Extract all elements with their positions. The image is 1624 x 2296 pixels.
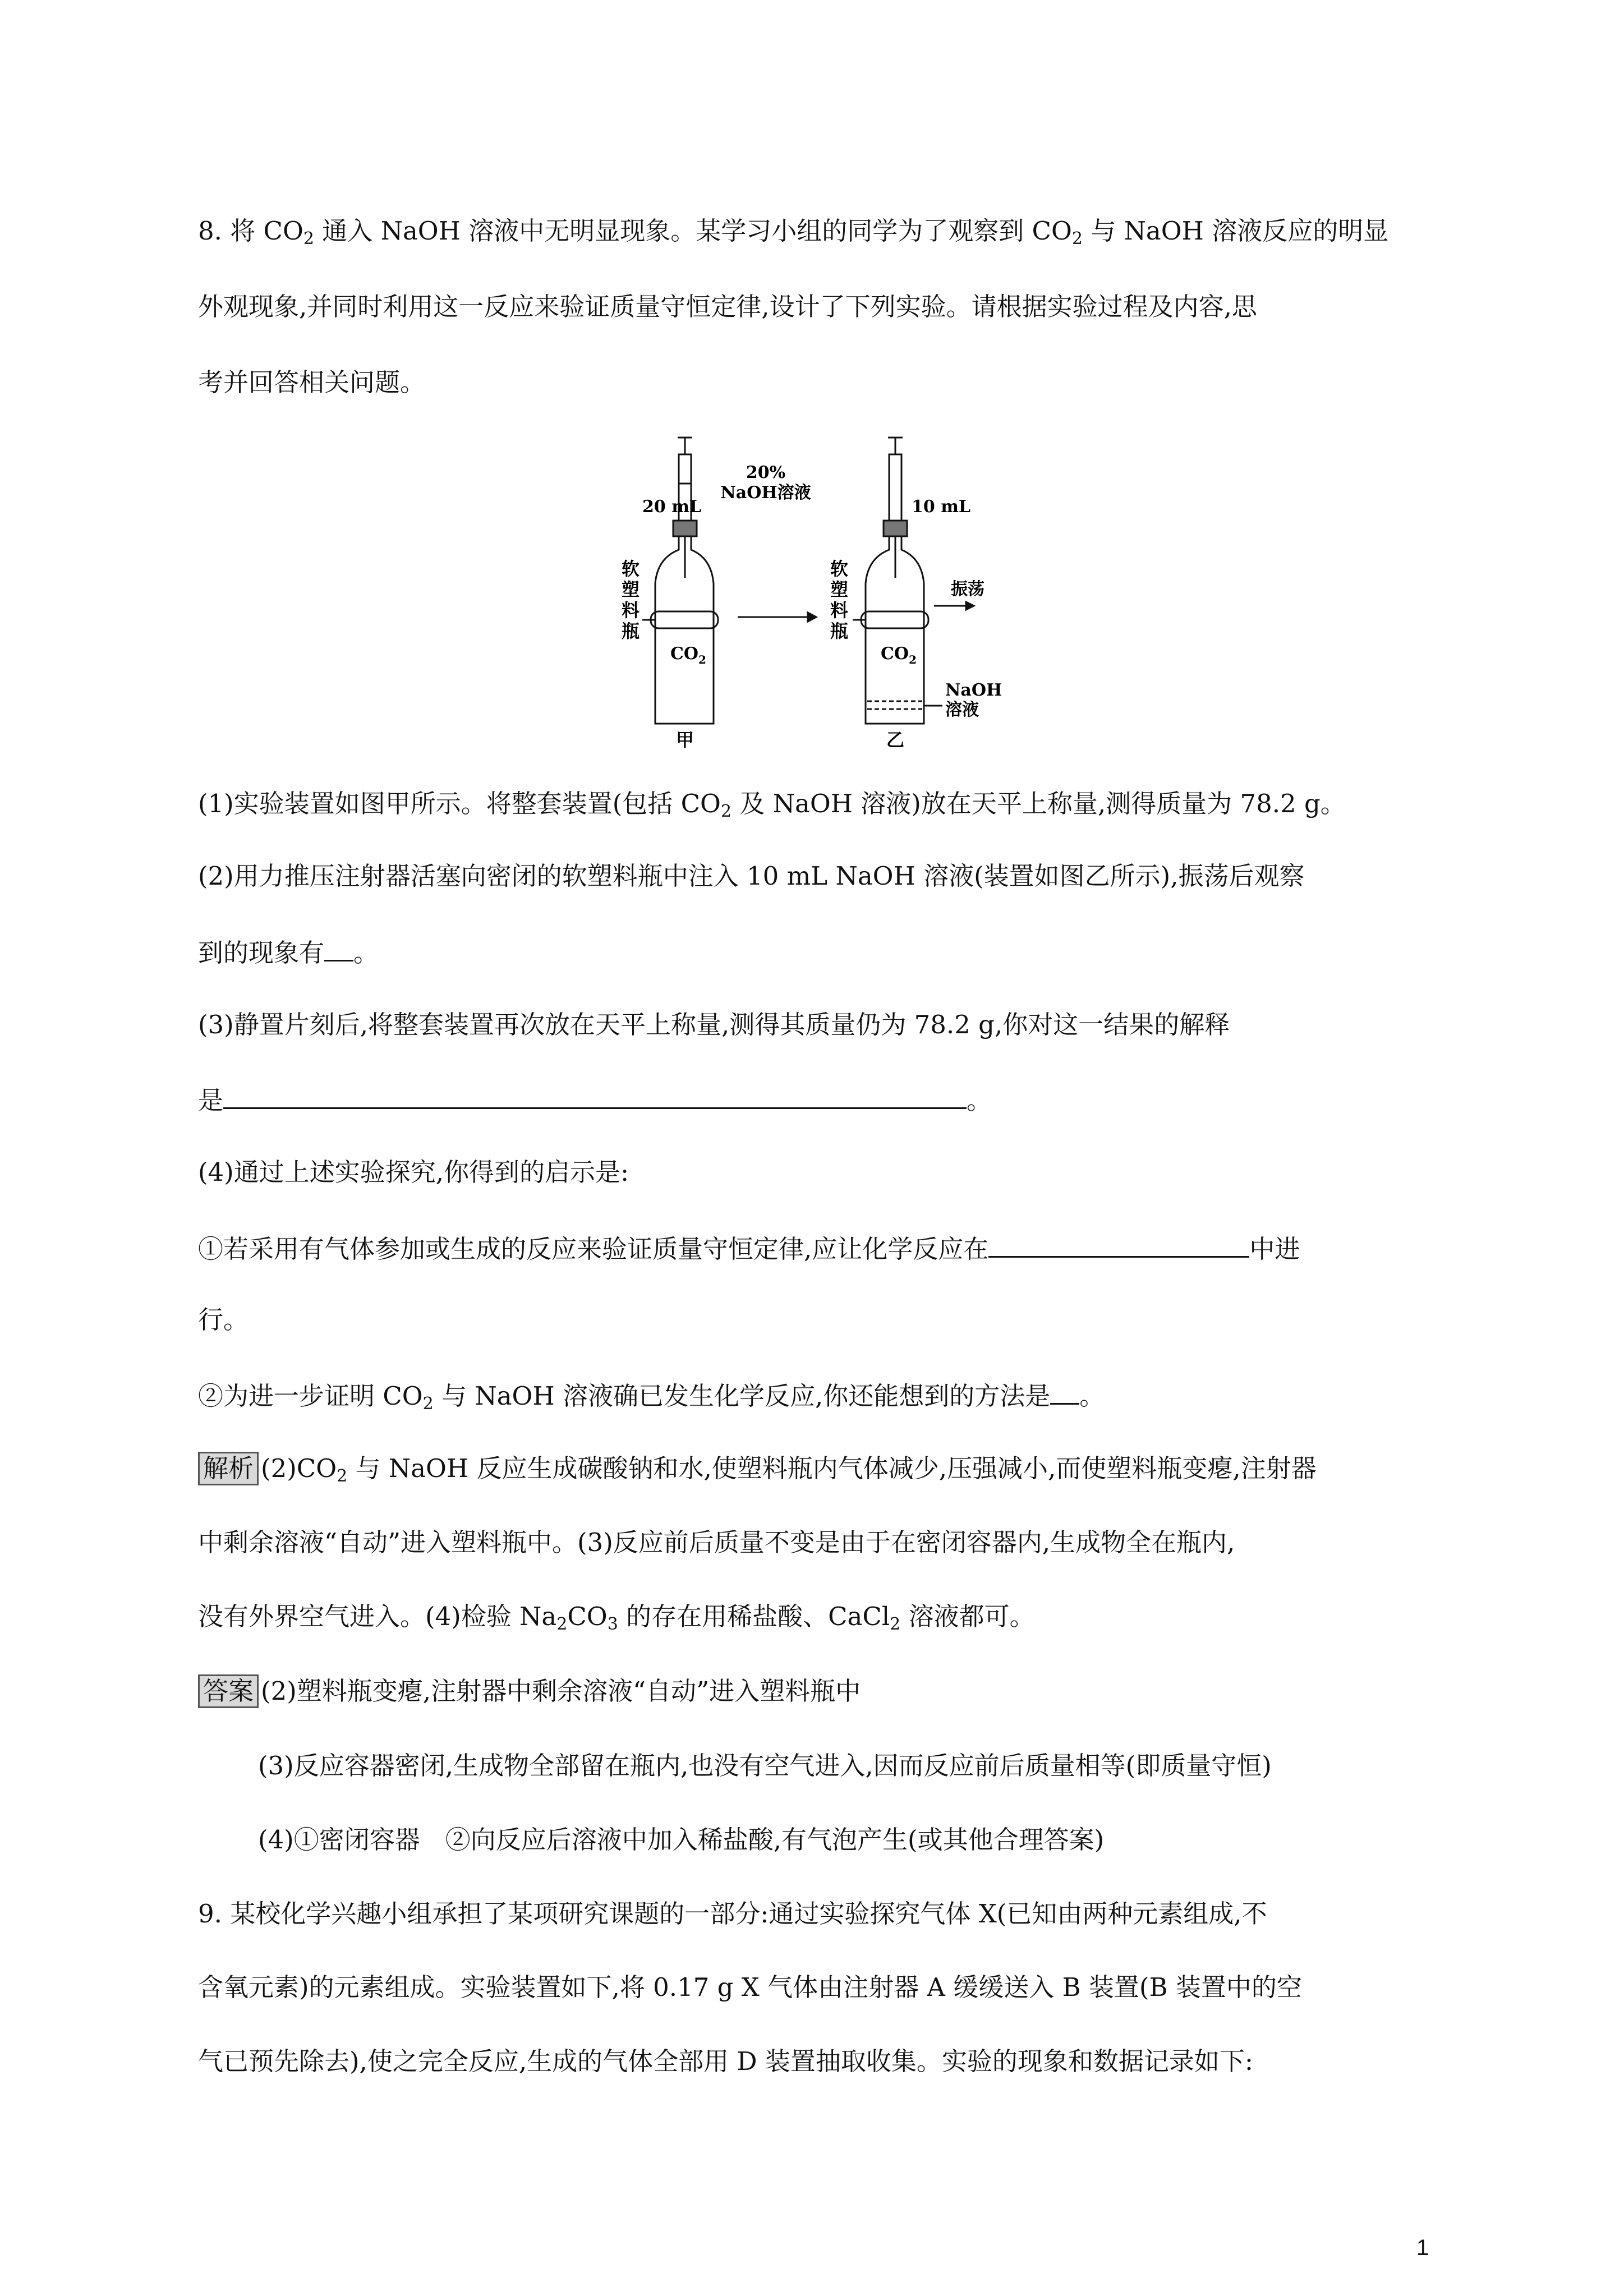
answer-blank[interactable] [223, 1082, 967, 1109]
q8-part-2-line-2: 到的现象有 。 [198, 934, 379, 970]
svg-text:塑: 塑 [622, 579, 640, 600]
right-gas-label: $CO_2$ [881, 644, 917, 666]
q8-line-3: 考并回答相关问题。 [198, 367, 426, 397]
experiment-figure [617, 432, 1032, 752]
q8-line-2: 外观现象,并同时利用这一反应来验证质量守恒定律,设计了下列实验。请根据实验过程及内容,思 [198, 292, 1257, 321]
q8-part-4-item-1-cont: 行。 [198, 1305, 249, 1335]
answer-line-3: (4)①密闭容器 ②向反应后溶液中加入稀盐酸,有气泡产生(或其他合理答案) [258, 1825, 1105, 1855]
right-bottle-label [830, 558, 848, 642]
analysis-line-1: 解析 $(2)CO_2$ 与 NaOH 反应生成碳酸钠和水,使塑料瓶内气体减少,压强减小,而使塑料瓶变瘪,注射器 [198, 1452, 1317, 1485]
left-gas-label: $CO_2$ [670, 644, 706, 666]
q8-part-2-line-1: (2)用力推压注射器活塞向密闭的软塑料瓶中注入 10 mL NaOH 溶液(装置如图乙所示),振荡后观察 [198, 861, 1305, 891]
svg-text:软: 软 [830, 558, 849, 579]
answer-line-2: (3)反应容器密闭,生成物全部留在瓶内,也没有空气进入,因而反应前后质量相等(即质量守恒) [258, 1751, 1272, 1780]
svg-text:塑: 塑 [830, 579, 849, 600]
q8-part-1: (1)实验装置如图甲所示。将整套装置(包括 $CO_2$ 及 NaOH 溶液)放在天平上称量,测得质量为 78.2 g。 [198, 789, 1346, 821]
svg-text:料: 料 [830, 600, 849, 621]
q9-line-3: 气已预先除去),使之完全反应,生成的气体全部用 D 装置抽取收集。实验的现象和数据记录如下: [198, 2046, 1254, 2076]
answer-tag: 答案 [198, 1674, 259, 1708]
right-volume-label: 10 mL [912, 497, 971, 517]
answer-blank[interactable] [1050, 1377, 1079, 1405]
q8-part-4-item-1: ①若采用有气体参加或生成的反应来验证质量守恒定律,应让化学反应在 中进 [198, 1230, 1300, 1266]
answer-blank[interactable] [324, 934, 353, 961]
q9-line-2: 含氧元素)的元素组成。实验装置如下,将 0.17 g X 气体由注射器 A 缓缓送入 B 装置(B 装置中的空 [198, 1972, 1302, 2002]
left-bottle-label [622, 558, 640, 642]
solution-label-bottom: NaOH溶液 [720, 483, 811, 503]
q8-part-3-line-2: 是 。 [198, 1082, 992, 1117]
q8-part-3-line-1: (3)静置片刻后,将整套装置再次放在天平上称量,测得其质量仍为 78.2 g,你对这一结果的解释 [198, 1010, 1230, 1039]
solution-label-top: 20% [746, 463, 786, 482]
label-jia: 甲 [676, 729, 694, 751]
naoh-label-2: 溶液 [945, 700, 979, 720]
answer-line-1: 答案 (2)塑料瓶变瘪,注射器中剩余溶液“自动”进入塑料瓶中 [198, 1674, 861, 1708]
naoh-label-1: NaOH [945, 680, 1002, 700]
page-number: 1 [1416, 2235, 1429, 2260]
analysis-line-3: 没有外界空气进入。(4)检验 $Na_2CO_3$ 的存在用稀盐酸、CaCl$_2$ 溶液都可。 [198, 1602, 1035, 1634]
svg-text:瓶: 瓶 [830, 620, 849, 642]
svg-text:料: 料 [622, 600, 640, 621]
q9-line-1: 9. 某校化学兴趣小组承担了某项研究课题的一部分:通过实验探究气体 X(已知由两种元素组成,不 [198, 1899, 1267, 1929]
analysis-tag: 解析 [198, 1452, 259, 1485]
svg-text:软: 软 [622, 558, 640, 579]
q8-part-4-item-2: ②为进一步证明 $CO_2$ 与 NaOH 溶液确已发生化学反应,你还能想到的方法是 。 [198, 1377, 1105, 1413]
q8-part-4-intro: (4)通过上述实验探究,你得到的启示是: [198, 1157, 629, 1187]
analysis-line-2: 中剩余溶液“自动”进入塑料瓶中。(3)反应前后质量不变是由于在密闭容器内,生成物全在瓶内, [198, 1527, 1235, 1557]
q8-line-1: 8. 将 $CO_2$ 通入 NaOH 溶液中无明显现象。某学习小组的同学为了观察到 $CO_2$ 与 NaOH 溶液反应的明显 [198, 216, 1389, 249]
shake-label: 振荡 [951, 579, 984, 599]
svg-text:瓶: 瓶 [622, 620, 640, 642]
left-volume-label: 20 mL [642, 497, 702, 517]
label-yi: 乙 [886, 729, 905, 751]
answer-blank[interactable] [988, 1230, 1249, 1258]
